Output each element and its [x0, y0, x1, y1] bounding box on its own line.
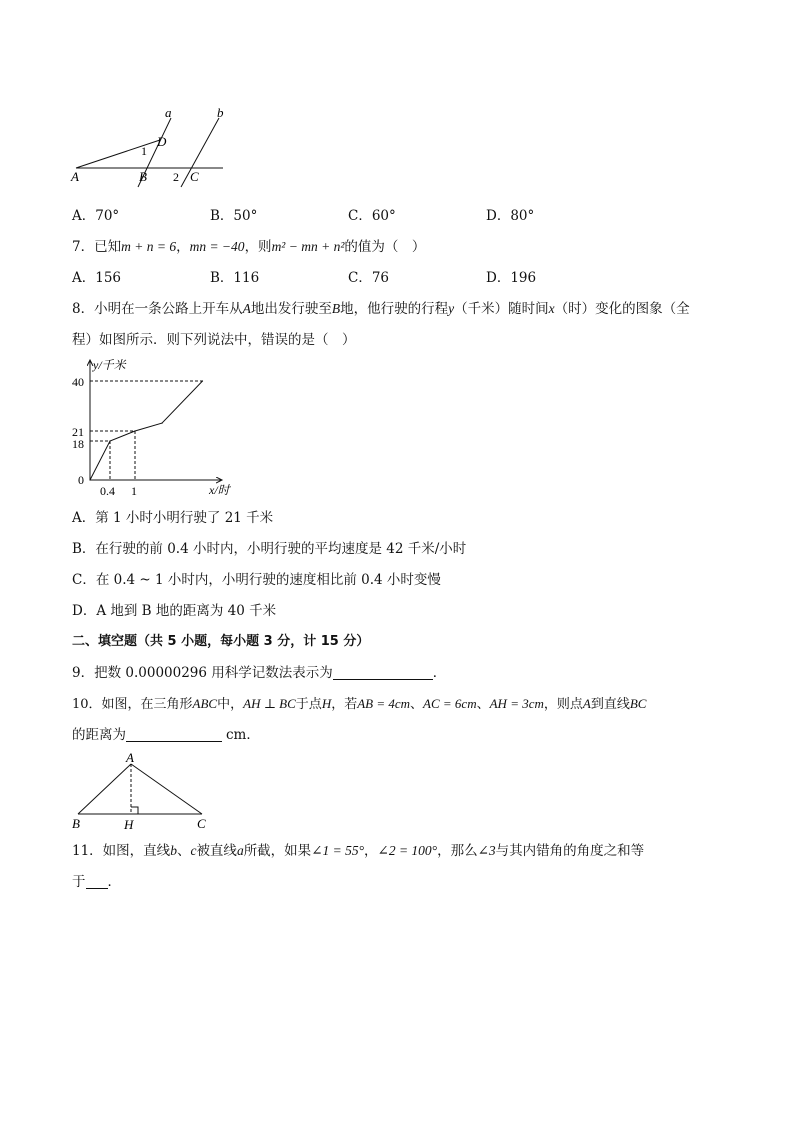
label-angle-2: 2: [173, 170, 179, 184]
x-tick-0.4: 0.4: [100, 484, 115, 498]
q8-var-y: y: [448, 301, 455, 316]
q11-text-a: 11．如图，直线: [72, 843, 171, 859]
q11-line-c: c: [190, 843, 197, 858]
y-tick-18: 18: [72, 437, 84, 451]
side-ac: [131, 764, 202, 814]
q11-angle3: ∠3: [477, 843, 496, 858]
q8-point-a: A: [242, 301, 251, 316]
q10-unit: cm．: [226, 727, 260, 743]
q10-text-a: 10．如图，在三角形: [72, 697, 193, 712]
q9-text: 9．把数 0.00000296 用科学记数法表示为: [72, 665, 333, 681]
q10-text-e: ，则点: [543, 697, 583, 712]
q7-prefix: 7．已知: [72, 239, 122, 255]
q6-option-b: B．50°: [210, 208, 258, 224]
q11-comma: 、: [176, 843, 191, 859]
q7-cond1: m + n = 6: [121, 239, 177, 254]
label-h: H: [124, 817, 134, 832]
q8-stem-line1: [72, 299, 690, 319]
q7-stem: [72, 237, 425, 257]
triangle-figure: [66, 750, 216, 832]
q7-mid: ，则: [244, 239, 272, 255]
q8-option-d: D．A 地到 B 地的距离为 40 千米: [72, 603, 277, 619]
q7-sep: ，: [176, 239, 190, 255]
q8-text-d: （千米）随时间: [454, 301, 549, 317]
y-axis-label: y/千米: [93, 358, 126, 372]
x-axis-label: x/时: [209, 483, 230, 497]
q11-text-d: ，那么: [437, 843, 478, 859]
q11-angle2: ∠2 = 100°: [377, 843, 438, 858]
q9-suffix: ．: [432, 665, 447, 681]
label-a: A: [126, 750, 134, 765]
q8-text-c: 地，他行驶的行程: [340, 301, 449, 317]
line-b: [181, 118, 219, 187]
q10-sep1: 、: [410, 697, 424, 712]
distance-time-graph: [66, 352, 246, 502]
q11-text-f: 于: [72, 874, 86, 890]
label-c: C: [197, 816, 206, 831]
label-point-c: C: [190, 169, 199, 184]
q8-text-a: 8．小明在一条公路上开车从: [72, 301, 243, 317]
q9-answer-blank[interactable]: [333, 665, 433, 680]
q7-option-a: A．156: [72, 270, 122, 286]
label-point-b: B: [139, 169, 147, 184]
x-tick-1: 1: [131, 484, 137, 498]
q10-point-h: H: [321, 696, 332, 711]
q10-cond1: AH ⊥ BC: [243, 696, 296, 711]
q11-angle1: ∠1 = 55°: [311, 843, 365, 858]
q11-sep: ，: [364, 843, 378, 859]
q9-stem: [72, 663, 446, 683]
segment-ad: [76, 140, 160, 168]
q8-point-b: B: [331, 301, 341, 316]
guide-lines: [89, 380, 203, 480]
q8-text-e: （时）变化的图象（全: [554, 301, 690, 317]
q10-text-f: 到直线: [590, 697, 630, 712]
label-b: b: [217, 105, 224, 120]
q10-text-d: ，若: [331, 697, 358, 712]
q7-option-d: D．196: [486, 270, 537, 286]
q10-triangle: ABC: [192, 696, 218, 711]
q6-option-c: C．60°: [348, 208, 396, 224]
q8-text-b: 地出发行驶至: [250, 301, 332, 317]
q10-stem-line1: [72, 694, 646, 715]
q11-text-b: 被直线: [196, 843, 237, 859]
q11-line-a: a: [236, 843, 244, 858]
label-b: B: [72, 816, 80, 831]
q8-var-x: x: [548, 301, 555, 316]
label-point-a: A: [71, 169, 79, 184]
q10-sep2: 、: [476, 697, 490, 712]
q6-option-a: A．70°: [72, 208, 120, 224]
q10-line-bc: BC: [629, 696, 647, 711]
label-d: D: [157, 134, 167, 149]
section-heading: 二、填空题（共 5 小题，每小题 3 分，计 15 分）: [72, 634, 370, 649]
q11-line-b: b: [170, 843, 177, 858]
q11-answer-blank[interactable]: [86, 874, 108, 889]
q8-stem-line2: 程）如图所示．则下列说法中，错误的是（ ）: [72, 332, 356, 348]
q11-stem-line2: [72, 872, 121, 892]
q10-cond4: AH = 3cm: [489, 696, 544, 711]
label-angle-1: 1: [141, 144, 147, 158]
q10-cond3: AC = 6cm: [423, 696, 477, 711]
q10-text-b: 中，: [217, 697, 244, 712]
q11-text-e: 与其内错角的角度之和等: [495, 843, 645, 859]
y-tick-40: 40: [72, 375, 84, 389]
q8-option-b: B．在行驶的前 0.4 小时内，小明行驶的平均速度是 42 千米/小时: [72, 541, 467, 557]
q7-option-b: B．116: [210, 270, 260, 286]
parallel-lines-figure: [66, 104, 236, 190]
label-a: a: [165, 105, 172, 120]
q10-point-a: A: [582, 696, 591, 711]
q10-text-c: 于点: [295, 697, 322, 712]
y-tick-0: 0: [78, 473, 84, 487]
q11-stem-line1: [72, 841, 644, 861]
q6-option-d: D．80°: [486, 208, 535, 224]
q10-stem-line2: [72, 725, 260, 745]
q11-text-c: 所截，如果: [243, 843, 312, 859]
q7-option-c: C．76: [348, 270, 390, 286]
side-ab: [78, 764, 131, 814]
right-angle-mark: [131, 807, 138, 814]
q7-suffix: 的值为（ ）: [344, 239, 426, 255]
q8-option-c: C．在 0.4 ~ 1 小时内，小明行驶的速度相比前 0.4 小时变慢: [72, 572, 441, 588]
q11-suffix: ．: [107, 874, 121, 890]
q8-option-a: A．第 1 小时小明行驶了 21 千米: [72, 510, 274, 526]
q10-text-g: 的距离为: [72, 727, 126, 743]
q7-expr: m² − mn + n²: [271, 239, 345, 254]
q7-cond2: mn = −40: [189, 239, 245, 254]
q10-answer-blank[interactable]: [126, 727, 222, 742]
y-tick-21: 21: [72, 425, 84, 439]
q10-cond2: AB = 4cm: [357, 696, 411, 711]
